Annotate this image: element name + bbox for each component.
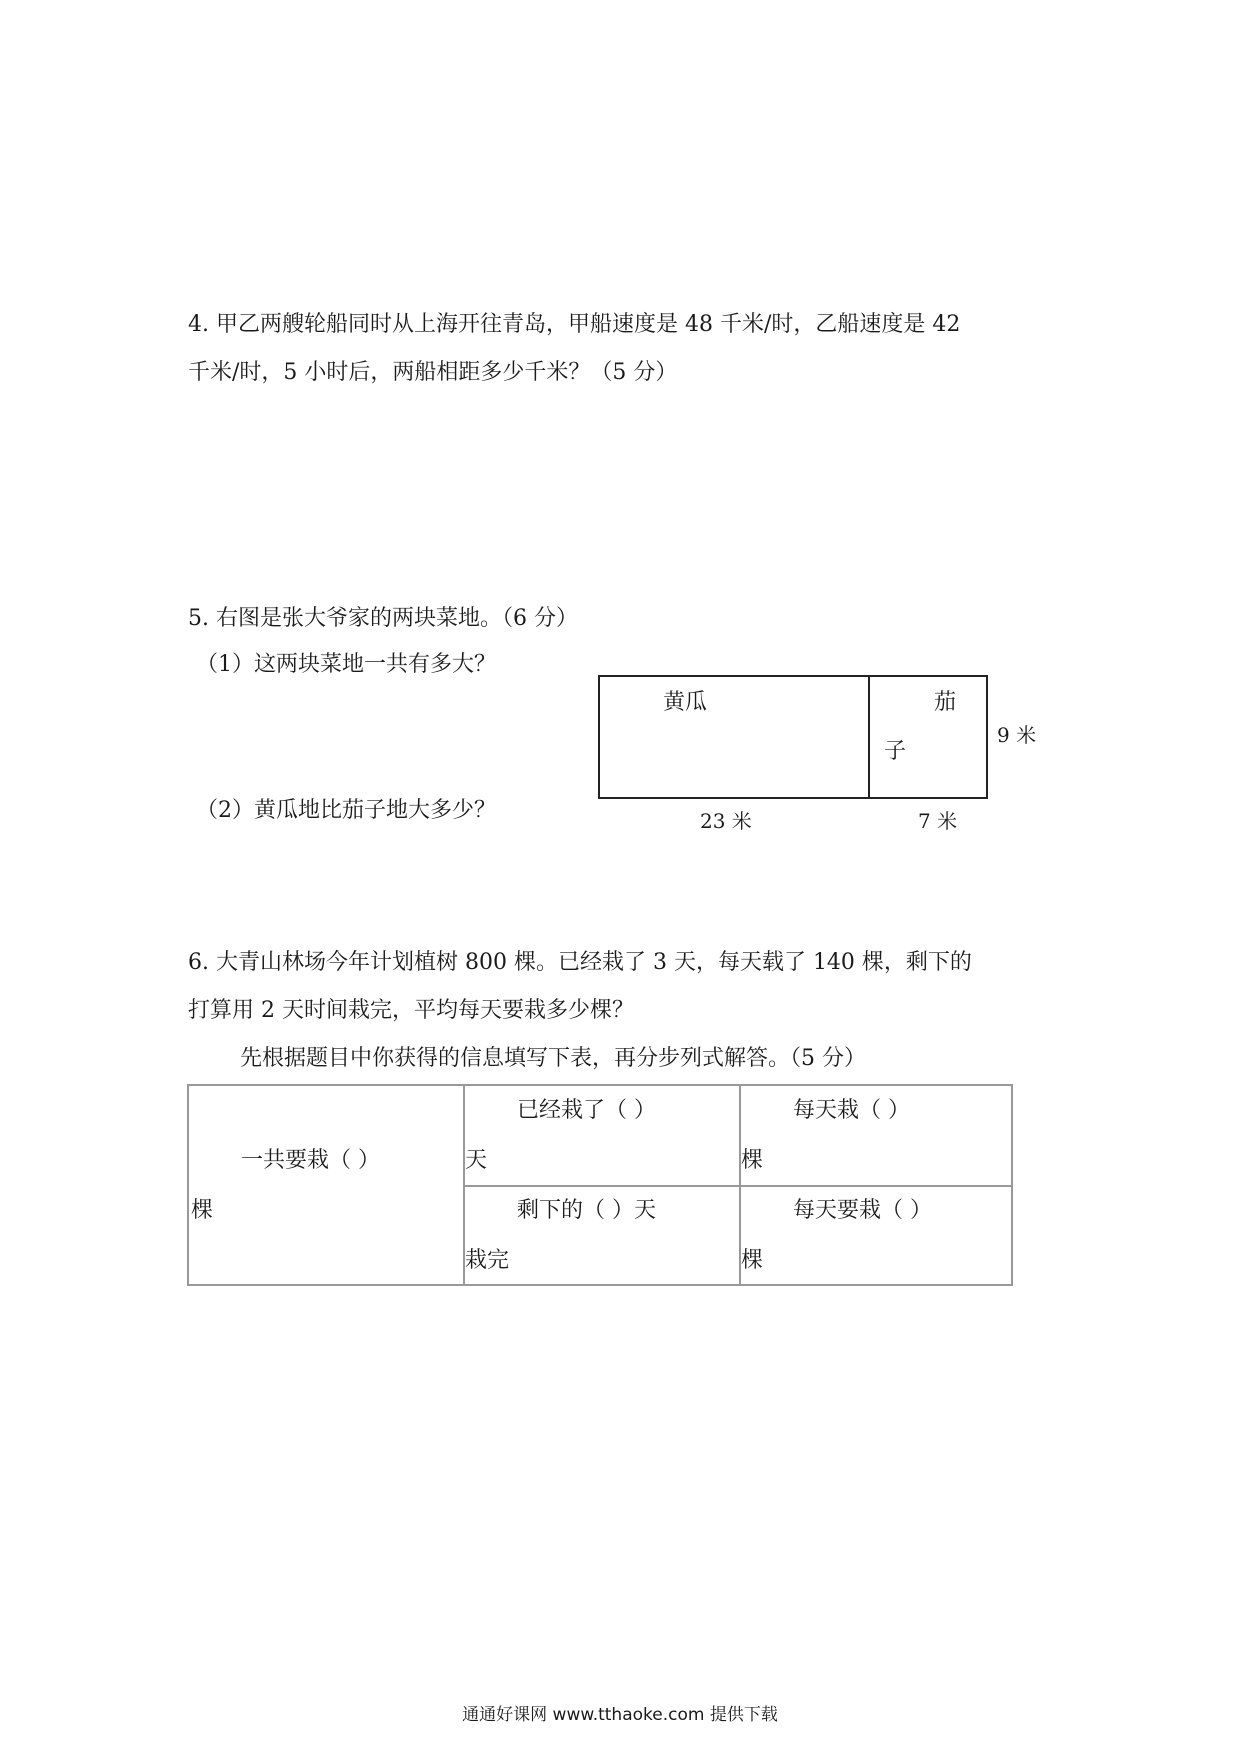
cucumber-width-label: 23 米: [700, 809, 752, 833]
per-day-cell-unit: 棵: [741, 1148, 764, 1173]
vegetable-plot-diagram: [598, 675, 988, 799]
q6-line-1: 6. 大青山林场今年计划植树 800 棵。已经栽了 3 天，每天载了 140 棵，剩下的: [188, 950, 972, 975]
eggplant-plot-label-2: 子: [884, 739, 907, 764]
eggplant-width-label: 7 米: [918, 809, 958, 833]
q4-line-1: 4. 甲乙两艘轮船同时从上海开往青岛，甲船速度是 48 千米/时，乙船速度是 42: [188, 312, 961, 337]
remaining-days-cell-unit: 栽完: [465, 1248, 510, 1273]
per-day-cell-text: 每天栽（ ）: [793, 1098, 910, 1123]
plot-divider: [868, 677, 870, 797]
page-footer: 通通好课网 www.tthaoke.com 提供下载: [462, 1705, 778, 1725]
height-dimension-label: 9 米: [997, 723, 1037, 747]
q6-instruction: 先根据题目中你获得的信息填写下表，再分步列式解答。（5 分）: [240, 1046, 866, 1071]
info-table: [187, 1084, 1013, 1286]
q4-line-2: 千米/时，5 小时后，两船相距多少千米？（5 分）: [188, 360, 678, 385]
q5-title: 5. 右图是张大爷家的两块菜地。（6 分）: [188, 606, 578, 631]
cucumber-plot-label: 黄瓜: [663, 690, 708, 715]
eggplant-plot-label-1: 茄: [934, 690, 957, 715]
q5-sub-question-1: （1）这两块菜地一共有多大？: [196, 652, 496, 677]
days-planted-cell-unit: 天: [465, 1148, 488, 1173]
required-per-day-cell-unit: 棵: [741, 1248, 764, 1273]
table-divider-h: [463, 1185, 1013, 1187]
q5-sub-question-2: （2）黄瓜地比茄子地大多少？: [196, 798, 496, 823]
q6-line-2: 打算用 2 天时间栽完，平均每天要栽多少棵？: [188, 998, 634, 1023]
remaining-days-cell-text: 剩下的（ ）天: [517, 1198, 656, 1223]
required-per-day-cell-text: 每天要栽（ ）: [793, 1198, 932, 1223]
total-trees-cell-unit: 棵: [191, 1198, 214, 1223]
total-trees-cell-text: 一共要栽（ ）: [241, 1148, 380, 1173]
days-planted-cell-text: 已经栽了（ ）: [517, 1098, 656, 1123]
